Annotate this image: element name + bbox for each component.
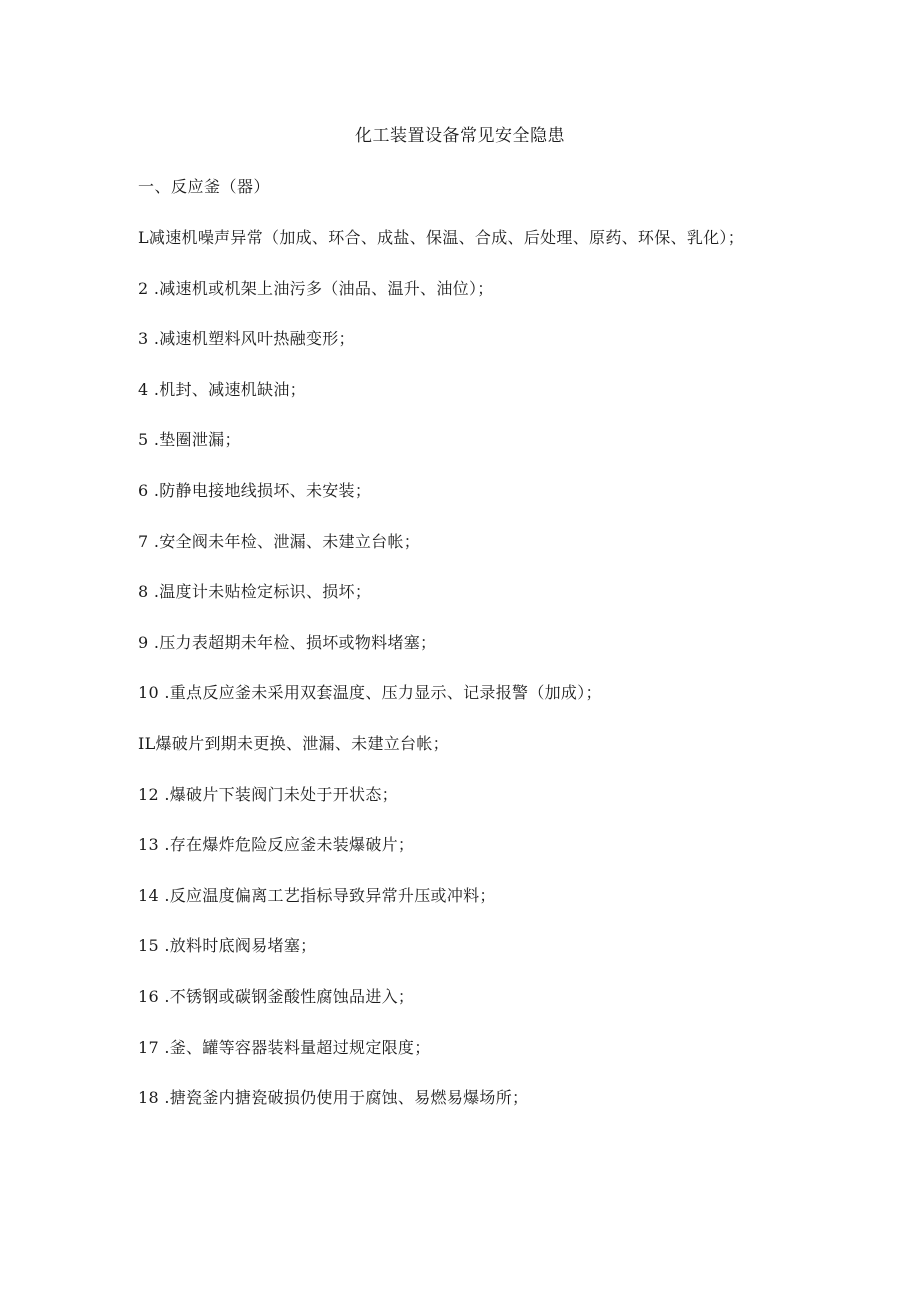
list-item: IL爆破片到期未更换、泄漏、未建立台帐；	[138, 733, 449, 753]
list-item: 17 .釜、罐等容器装料量超过规定限度；	[138, 1037, 431, 1057]
list-item: 4 .机封、减速机缺油；	[138, 379, 306, 399]
list-item: 8 .温度计未贴检定标识、损坏；	[138, 582, 372, 602]
list-item: L减速机噪声异常（加成、环合、成盐、保温、合成、后处理、原药、环保、乳化）；	[138, 227, 745, 247]
list-item: 13 .存在爆炸危险反应釜未装爆破片；	[138, 835, 415, 855]
list-item: 9 .压力表超期未年检、损坏或物料堵塞；	[138, 632, 437, 652]
list-item: 15 .放料时底阀易堵塞；	[138, 936, 317, 956]
list-item: 7 .安全阀未年检、泄漏、未建立台帐；	[138, 531, 421, 551]
section-heading: 一、反应釜（器）	[138, 177, 271, 196]
hazard-list	[138, 226, 798, 1137]
list-item: 14 .反应温度偏离工艺指标导致异常升压或冲料；	[138, 885, 496, 905]
document-title: 化工装置设备常见安全隐患	[355, 126, 565, 146]
list-item: 18 .搪瓷釜内搪瓷破损仍使用于腐蚀、易燃易爆场所；	[138, 1088, 529, 1108]
list-item: 2 .减速机或机架上油污多（油品、温升、油位）；	[138, 278, 494, 298]
list-item: 5 .垫圈泄漏；	[138, 430, 241, 450]
list-item: 12 .爆破片下装阀门未处于开状态；	[138, 784, 398, 804]
list-item: 10 .重点反应釜未采用双套温度、压力显示、记录报警（加成）；	[138, 683, 602, 703]
list-item: 3 .减速机塑料风叶热融变形；	[138, 329, 355, 349]
list-item: 6 .防静电接地线损坏、未安装；	[138, 480, 372, 500]
list-item: 16 .不锈钢或碳钢釜酸性腐蚀品进入；	[138, 986, 415, 1006]
